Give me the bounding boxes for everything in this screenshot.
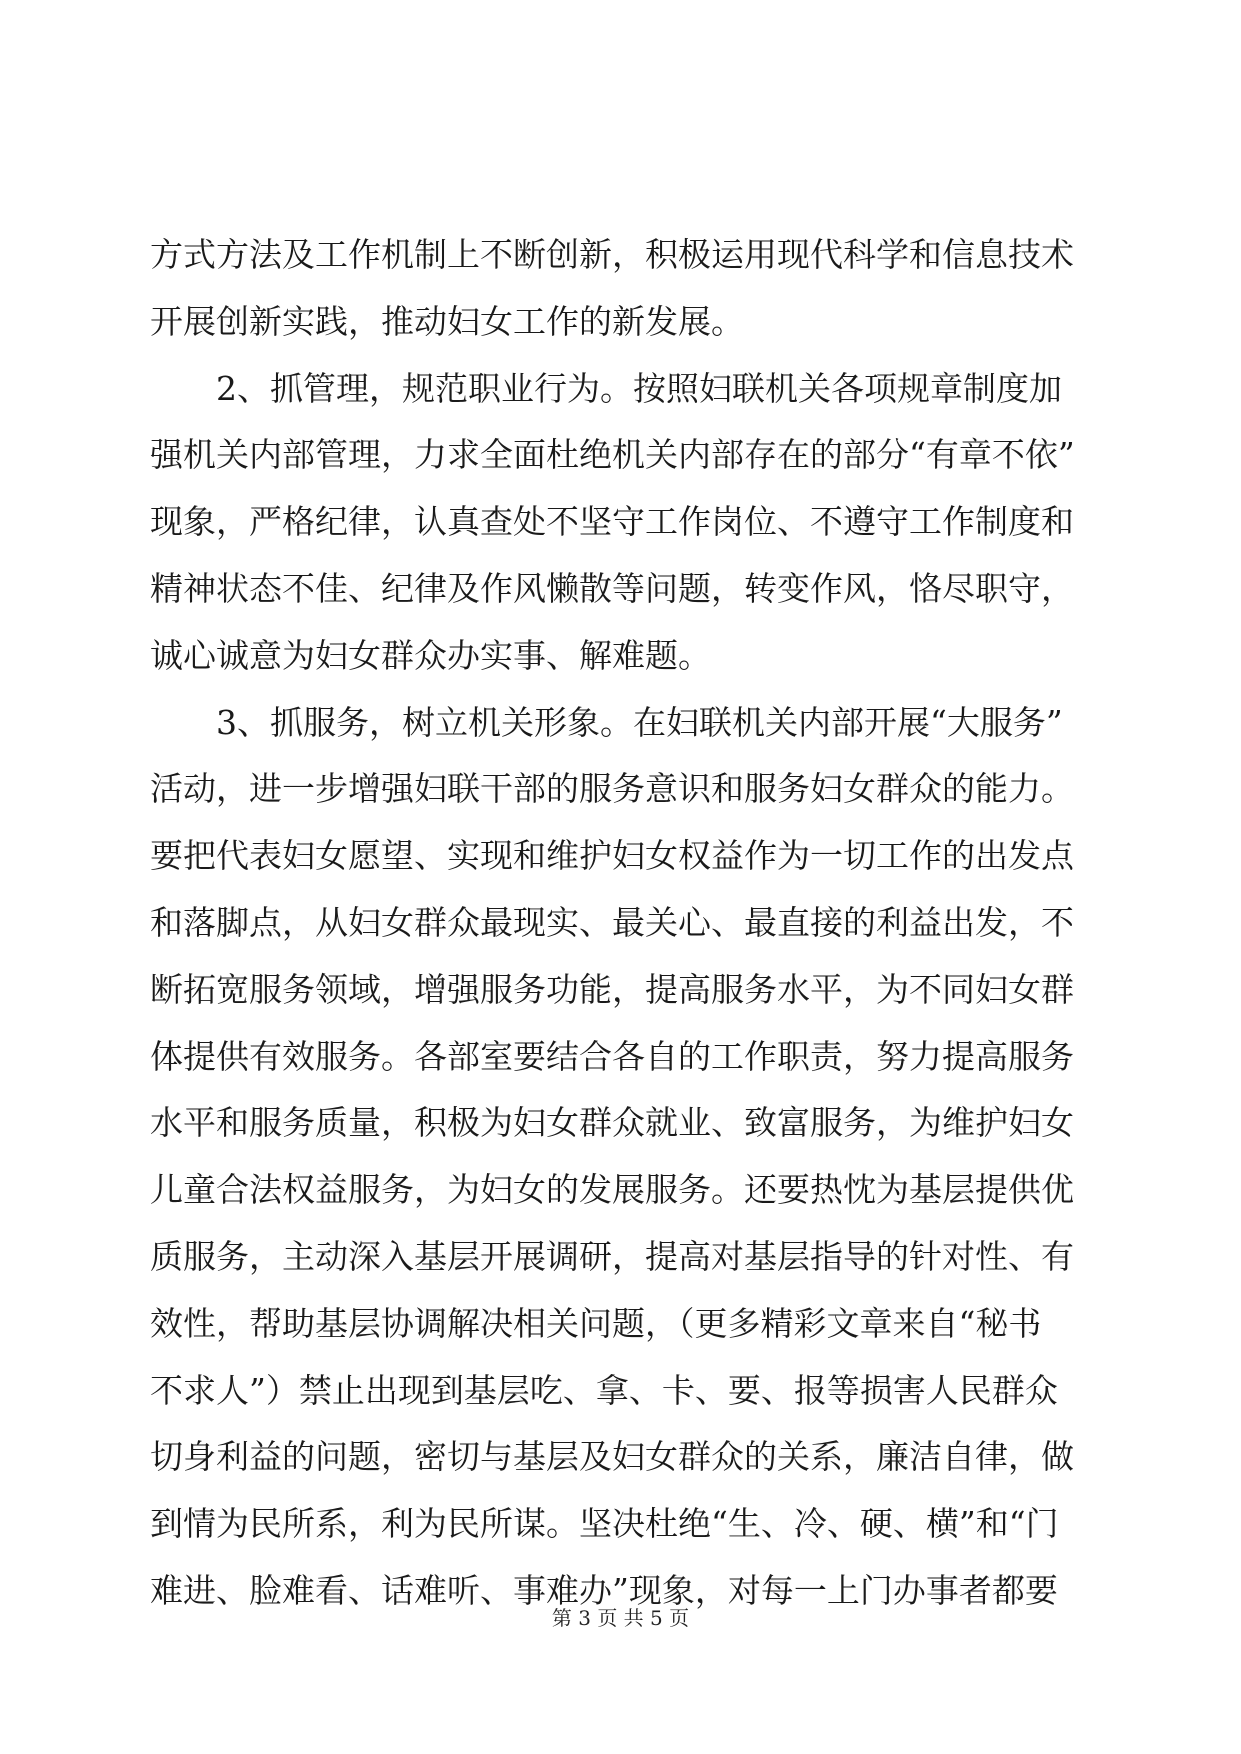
text-line: 现象，严格纪律，认真查处不坚守工作岗位、不遵守工作制度和: [150, 502, 1074, 542]
text-line: 难进、脸难看、话难听、事难办”现象，对每一上门办事者都要: [150, 1570, 1058, 1610]
text-line: 质服务，主动深入基层开展调研，提高对基层指导的针对性、有: [150, 1236, 1074, 1276]
paragraph-start-line: 2、抓管理，规范职业行为。按照妇联机关各项规章制度加: [216, 368, 1062, 408]
text-line: 不求人”）禁止出现到基层吃、拿、卡、要、报等损害人民群众: [150, 1370, 1058, 1410]
text-line: 开展创新实践，推动妇女工作的新发展。: [150, 301, 744, 341]
text-line: 要把代表妇女愿望、实现和维护妇女权益作为一切工作的出发点: [150, 836, 1074, 876]
document-body: [150, 222, 1090, 1625]
page-number: 第 3 页 共 5 页: [551, 1606, 690, 1630]
text-line: 效性，帮助基层协调解决相关问题，（更多精彩文章来自“秘书: [150, 1303, 1042, 1343]
text-line: 强机关内部管理，力求全面杜绝机关内部存在的部分“有章不依”: [150, 435, 1075, 475]
text-line: 和落脚点，从妇女群众最现实、最关心、最直接的利益出发，不: [150, 902, 1074, 942]
text-line: 切身利益的问题，密切与基层及妇女群众的关系，廉洁自律，做: [150, 1437, 1074, 1477]
text-line: 活动，进一步增强妇联干部的服务意识和服务妇女群众的能力。: [150, 769, 1074, 809]
text-line: 到情为民所系，利为民所谋。坚决杜绝“生、冷、硬、横”和“门: [150, 1504, 1059, 1544]
text-line: 精神状态不佳、纪律及作风懒散等问题，转变作风，恪尽职守，: [150, 568, 1074, 608]
text-line: 方式方法及工作机制上不断创新，积极运用现代科学和信息技术: [150, 235, 1074, 274]
paragraph-start-line: 3、抓服务，树立机关形象。在妇联机关内部开展“大服务”: [216, 702, 1063, 742]
text-line: 体提供有效服务。各部室要结合各自的工作职责，努力提高服务: [150, 1036, 1074, 1076]
text-line: 断拓宽服务领域，增强服务功能，提高服务水平，为不同妇女群: [150, 969, 1074, 1009]
page-footer: [0, 1606, 1241, 1630]
text-line: 诚心诚意为妇女群众办实事、解难题。: [150, 635, 711, 675]
text-line: 儿童合法权益服务，为妇女的发展服务。还要热忱为基层提供优: [150, 1170, 1074, 1210]
text-line: 水平和服务质量，积极为妇女群众就业、致富服务，为维护妇女: [150, 1103, 1074, 1143]
